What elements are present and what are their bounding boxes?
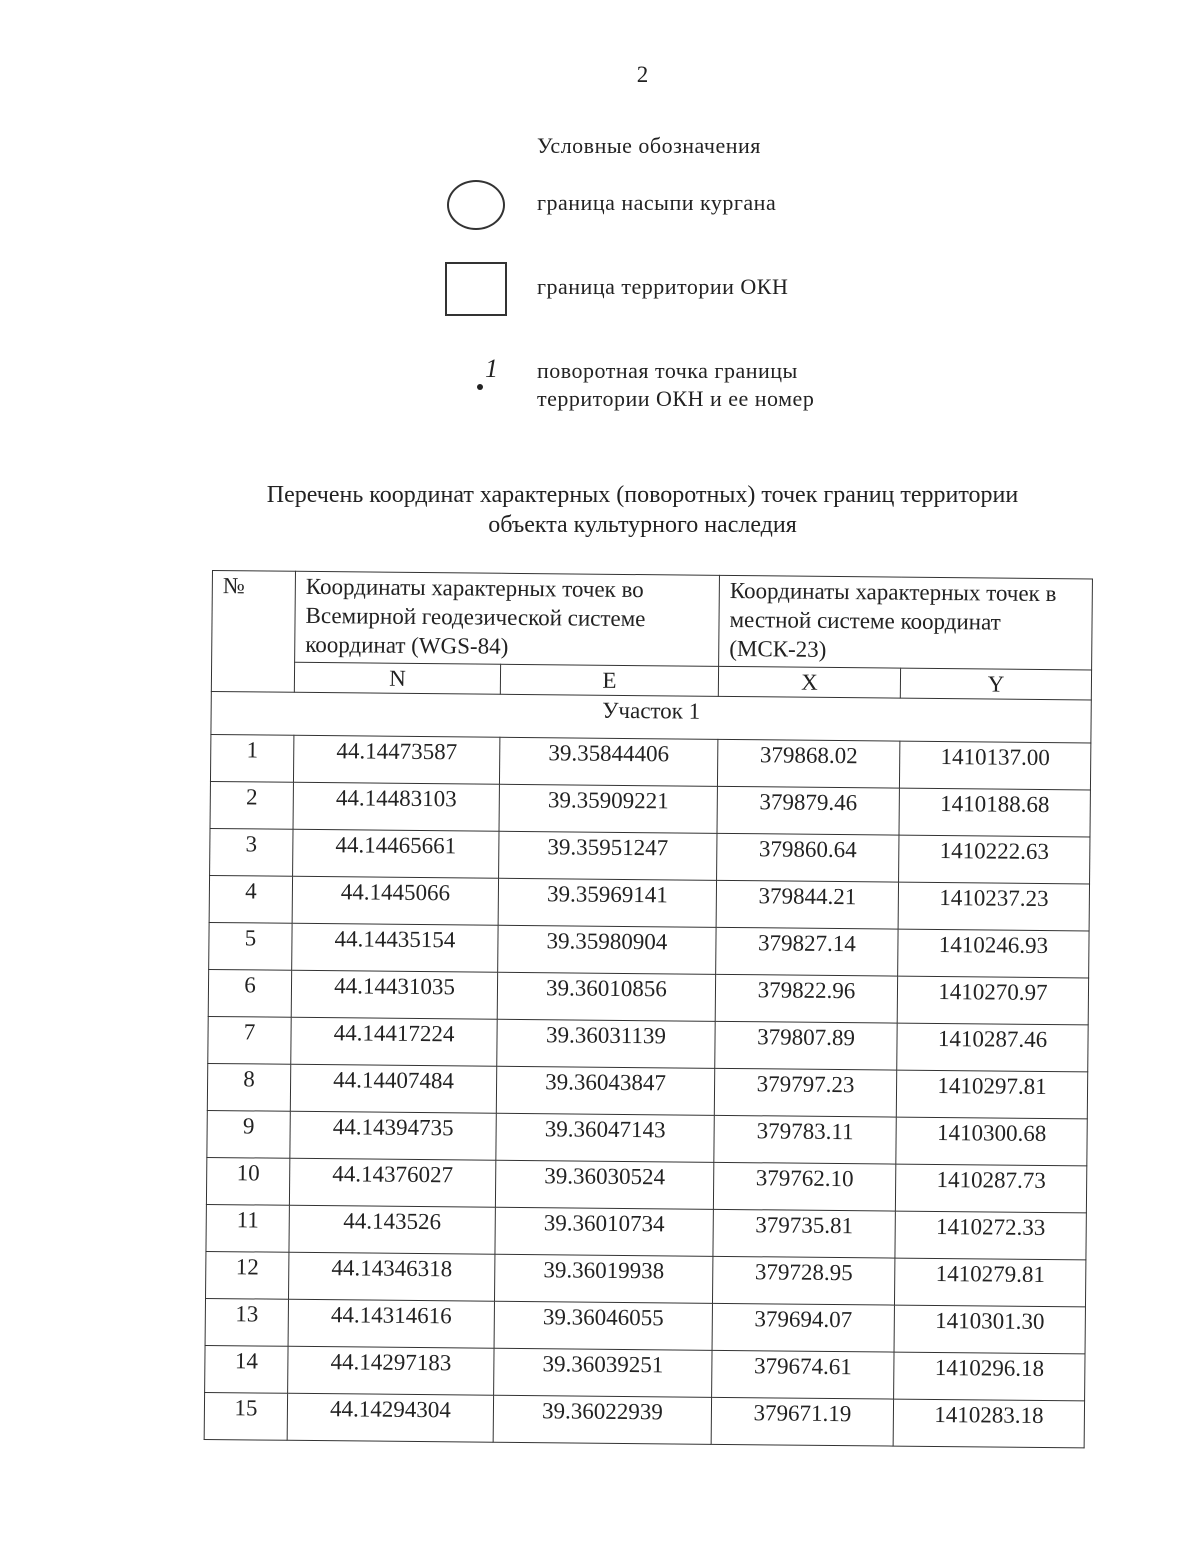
cell-x: 379807.89 [715,1021,897,1070]
table-row [210,781,1090,836]
cell-y: 1410297.81 [896,1070,1087,1119]
cell-x: 379822.96 [715,974,897,1023]
cell-y: 1410270.97 [897,976,1088,1025]
cell-n: 44.143526 [289,1205,495,1254]
cell-y: 1410283.18 [893,1399,1084,1448]
cell-number: 4 [209,875,292,923]
table-row [208,969,1088,1024]
legend-label-turning-point [537,357,814,413]
table-row [206,1204,1086,1259]
section-label: Участок 1 [211,691,1091,742]
table-row [207,1110,1087,1165]
cell-e: 39.36030524 [495,1160,713,1209]
legend-label-territory-boundary: граница территории ОКН [537,274,789,299]
cell-number: 7 [208,1016,291,1064]
cell-y: 1410296.18 [894,1352,1085,1401]
turning-point-icon [474,354,504,398]
cell-e: 39.36046055 [494,1301,712,1350]
territory-boundary-square-icon [445,262,507,316]
table-row [209,875,1089,930]
cell-n: 44.14465661 [293,829,499,878]
cell-n: 44.14473587 [293,735,499,784]
cell-n: 44.14483103 [293,782,499,831]
cell-number: 11 [206,1204,289,1252]
coordinates-list-title [180,480,1105,540]
cell-x: 379762.10 [713,1162,895,1211]
cell-x: 379735.81 [713,1209,895,1258]
cell-n: 44.14376027 [289,1158,495,1207]
cell-e: 39.36047143 [496,1113,714,1162]
turning-point-dot [477,384,483,390]
cell-number: 14 [205,1345,288,1393]
header-number: № [211,571,295,693]
cell-x: 379674.61 [712,1350,894,1399]
cell-e: 39.36010856 [497,972,715,1021]
cell-e: 39.36010734 [495,1207,713,1256]
cell-n: 44.14435154 [292,923,498,972]
cell-y: 1410188.68 [899,788,1090,837]
cell-number: 5 [209,922,292,970]
cell-n: 44.14297183 [288,1346,494,1395]
cell-n: 44.14407484 [290,1064,496,1113]
header-msk23-group: Координаты характерных точек в местной системе координат (МСК-23) [719,575,1093,670]
cell-number: 12 [206,1251,289,1299]
cell-e: 39.35909221 [499,784,717,833]
cell-e: 39.35969141 [498,878,716,927]
cell-n: 44.14417224 [291,1017,497,1066]
turning-point-number: 1 [485,354,498,383]
legend-label-turning-point-line-1: поворотная точка границы [537,358,798,383]
cell-y: 1410222.63 [899,835,1090,884]
legend-label-turning-point-line-2: территории ОКН и ее номер [537,386,815,411]
header-n: N [294,662,500,694]
table-row [205,1345,1085,1400]
header-wgs84-group: Координаты характерных точек во Всемирной геодезической системе координат (WGS-84) [295,571,720,666]
cell-number: 15 [204,1392,287,1440]
cell-y: 1410137.00 [899,741,1090,790]
cell-e: 39.36039251 [494,1348,712,1397]
cell-x: 379860.64 [717,833,899,882]
cell-x: 379783.11 [714,1115,896,1164]
cell-y: 1410300.68 [896,1117,1087,1166]
cell-e: 39.36019938 [494,1254,712,1303]
cell-number: 10 [206,1157,289,1205]
cell-y: 1410246.93 [898,929,1089,978]
cell-x: 379671.19 [711,1397,893,1446]
coordinates-table [204,570,1093,1448]
cell-n: 44.1445066 [292,876,498,925]
legend-title: Условные обозначения [537,133,761,158]
cell-x: 379694.07 [712,1303,894,1352]
cell-n: 44.14394735 [290,1111,496,1160]
legend-label-mound-boundary: граница насыпи кургана [537,190,777,215]
header-y: Y [900,668,1091,700]
header-e: E [500,664,718,696]
table-row [204,1392,1084,1447]
cell-number: 1 [210,734,293,782]
table-row [206,1251,1086,1306]
page-number: 2 [636,62,649,87]
cell-y: 1410272.33 [895,1211,1086,1260]
mound-boundary-circle-icon [447,180,505,230]
cell-e: 39.36022939 [493,1395,711,1444]
cell-n: 44.14346318 [289,1252,495,1301]
cell-e: 39.36031139 [497,1019,715,1068]
cell-y: 1410237.23 [898,882,1089,931]
cell-x: 379728.95 [712,1256,894,1305]
cell-x: 379797.23 [714,1068,896,1117]
cell-n: 44.14431035 [291,970,497,1019]
table-row [210,734,1090,789]
cell-e: 39.35980904 [498,925,716,974]
cell-number: 2 [210,781,293,829]
list-title-line-1: Перечень координат характерных (поворотных) точек границ территории [266,482,1019,508]
cell-n: 44.14294304 [287,1393,493,1442]
cell-e: 39.35951247 [499,831,717,880]
cell-x: 379827.14 [716,927,898,976]
header-x: X [718,666,900,698]
cell-number: 9 [207,1110,290,1158]
cell-y: 1410301.30 [894,1305,1085,1354]
list-title-line-2: объекта культурного наследия [488,512,797,538]
cell-number: 8 [207,1063,290,1111]
cell-e: 39.35844406 [499,737,717,786]
cell-n: 44.14314616 [288,1299,494,1348]
cell-number: 13 [205,1298,288,1346]
cell-number: 6 [208,969,291,1017]
coordinates-table-body [204,691,1091,1447]
table-row [208,1016,1088,1071]
table-row [206,1157,1086,1212]
table-row [205,1298,1085,1353]
cell-x: 379844.21 [716,880,898,929]
cell-y: 1410279.81 [894,1258,1085,1307]
table-row [207,1063,1087,1118]
table-row [209,922,1089,977]
cell-x: 379868.02 [717,739,899,788]
cell-e: 39.36043847 [496,1066,714,1115]
cell-y: 1410287.73 [895,1164,1086,1213]
cell-x: 379879.46 [717,786,899,835]
table-row [210,828,1090,883]
cell-number: 3 [210,828,293,876]
cell-y: 1410287.46 [897,1023,1088,1072]
